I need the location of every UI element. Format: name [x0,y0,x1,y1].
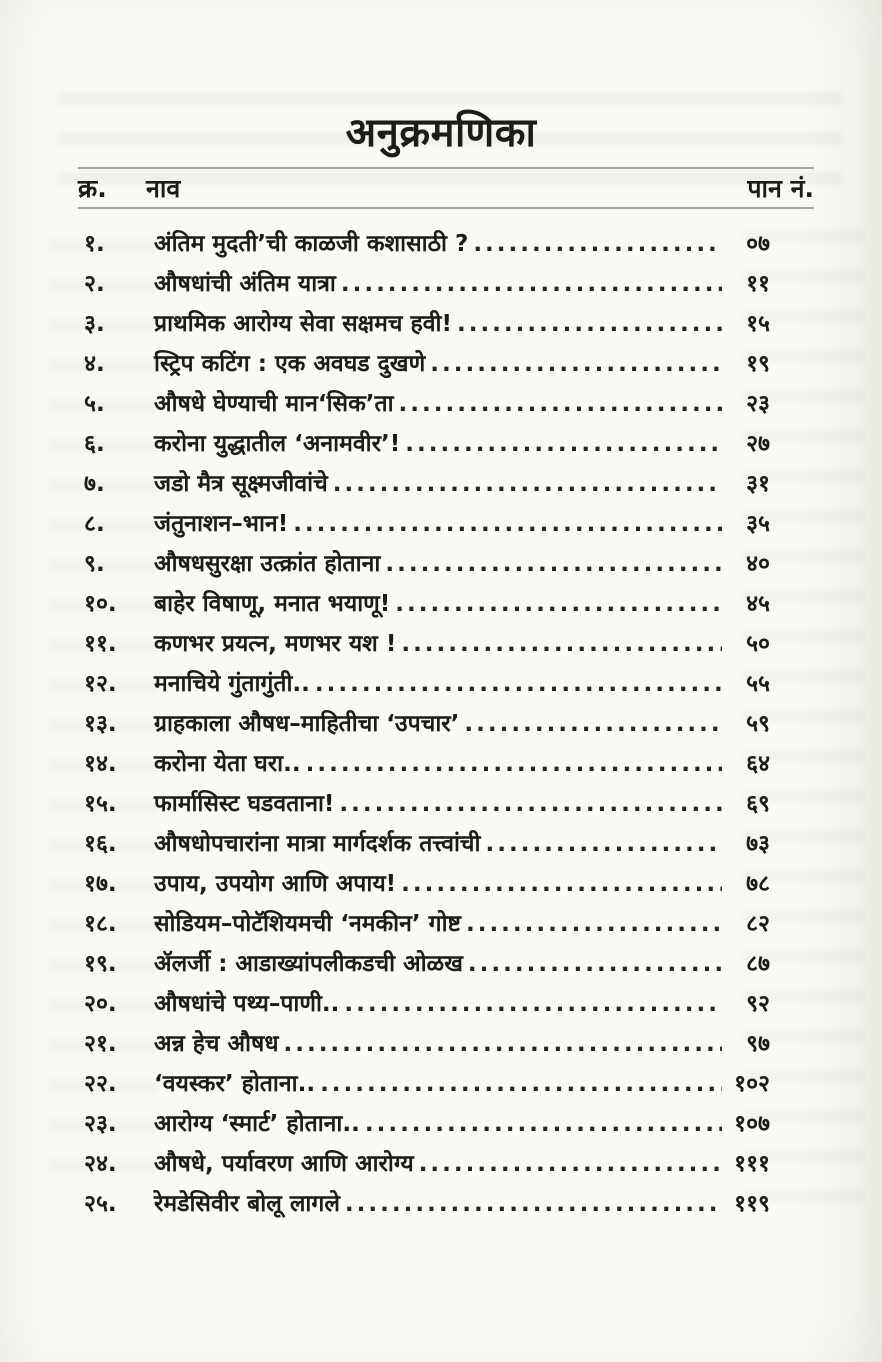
toc-row [84,1144,770,1184]
dot-leader [336,264,722,304]
toc-row-number: ४. [84,351,105,377]
toc-row-number: १५. [84,791,117,817]
toc-row-number: १४. [84,751,117,777]
toc-header-page-no: पान नं. [747,174,814,203]
toc-row-number: ७. [84,471,105,497]
dot-leader [340,1184,722,1224]
toc-row [84,904,770,944]
toc-row-page: २७ [746,431,770,457]
toc-row-title: औषधांचे पथ्य–पाणी.. [154,991,340,1017]
toc-row [84,464,770,504]
toc-row-page: ३५ [746,511,770,537]
toc-row [84,784,770,824]
toc-row-number: ५. [84,391,105,417]
dot-leader [288,504,722,544]
dot-leader [459,704,722,744]
toc-row-title: अंतिम मुदती’ची काळजी कशासाठी ? [154,231,469,257]
toc-row-title: मनाचिये गुंतागुंती.. [154,671,310,697]
page-title: अनुक्रमणिका [345,109,537,156]
toc-row-number: ९. [84,551,105,577]
toc-row-number: १३. [84,711,117,737]
dot-leader [301,744,722,784]
toc-row-number: ११. [84,631,117,657]
dot-leader [468,224,722,264]
toc-row-title: ग्राहकाला औषध–माहितीचा ‘उपचार’ [154,711,460,737]
toc-row [84,984,770,1024]
toc-row-title: जडो मैत्र सूक्ष्मजीवांचे [154,471,328,497]
toc-row-title: कणभर प्रयत्न, मणभर यश ! [154,631,397,657]
toc-row [84,824,770,864]
dot-leader [278,1024,722,1064]
toc-row-title: औषधसुरक्षा उत्क्रांत होताना [154,551,381,577]
toc-row-title: औषधोपचारांना मात्रा मार्गदर्शक तत्त्वांची [154,831,481,857]
toc-row-page: ११९ [734,1191,770,1217]
toc-row-page: १९ [746,351,770,377]
toc-row-page: ६४ [746,751,770,777]
dot-leader [334,784,722,824]
toc-row [84,1024,770,1064]
toc-row-page: ३१ [746,471,770,497]
toc-row [84,224,770,264]
toc-row-number: ३. [84,311,105,337]
dot-leader [414,1144,722,1184]
toc-row-title: ॲलर्जी : आडाख्यांपलीकडची ओळख [154,951,463,977]
toc-row-title: बाहेर विषाणू, मनात भयाणू! [154,591,391,617]
toc-row-title: सोडियम–पोटॅशियमची ‘नमकीन’ गोष्ट [154,911,461,937]
toc-row-page: ८७ [746,951,770,977]
toc-row-number: ६. [84,431,105,457]
dot-leader [463,944,722,984]
toc-row [84,664,770,704]
toc-row-title: करोना युद्धातील ‘अनामवीर’! [154,431,401,457]
toc-row-title: फार्मासिस्ट घडवताना! [154,791,335,817]
toc-row-page: १०२ [734,1071,770,1097]
dot-leader [328,464,722,504]
dot-leader [380,544,722,584]
toc-row-number: १९. [84,951,117,977]
dot-leader [360,1104,722,1144]
dot-leader [400,424,722,464]
toc-row-page: २३ [746,391,770,417]
toc-row-number: १०. [84,591,117,617]
toc-row-page: ११ [746,271,770,297]
toc-row-title: स्ट्रिप कटिंग : एक अवघड दुखणे [154,351,426,377]
toc-row-title: ‘वयस्कर’ होताना.. [154,1071,316,1097]
toc-row [84,584,770,624]
toc-row-page: ६९ [746,791,770,817]
dot-leader [396,864,722,904]
toc-row-title: औषधांची अंतिम यात्रा [154,271,336,297]
toc-header-name: नाव [146,174,181,203]
toc-row [84,704,770,744]
toc-row [84,264,770,304]
toc-row-title: आरोग्य ‘स्मार्ट’ होताना.. [154,1111,360,1137]
toc-row-page: १५ [746,311,770,337]
dot-leader [310,664,722,704]
toc-row-number: २१. [84,1031,117,1057]
toc-row-number: १. [84,231,105,257]
toc-row [84,744,770,784]
toc-header-row [78,167,814,209]
toc-row-page: ५० [746,631,770,657]
toc-row [84,944,770,984]
toc-row [84,1184,770,1224]
dot-leader [339,984,722,1024]
toc-row-title: अन्न हेच औषध [154,1031,279,1057]
toc-row-number: १२. [84,671,117,697]
toc-row-number: १७. [84,871,117,897]
toc-row-page: ७३ [746,831,770,857]
toc-row [84,624,770,664]
dot-leader [452,304,722,344]
toc-row [84,1104,770,1144]
toc-row-page: १११ [734,1151,770,1177]
toc-row-title: जंतुनाशन–भान! [154,511,289,537]
toc-row-number: २०. [84,991,117,1017]
toc-row [84,1064,770,1104]
toc-row-page: १०७ [734,1111,770,1137]
toc-row [84,344,770,384]
toc-row-page: ५५ [746,671,770,697]
toc-row-page: ४५ [746,591,770,617]
toc-row [84,544,770,584]
toc-row-title: उपाय, उपयोग आणि अपाय! [154,871,397,897]
toc-row [84,304,770,344]
toc-list [84,224,770,1224]
dot-leader [390,584,722,624]
toc-row-number: १६. [84,831,117,857]
dot-leader [481,824,723,864]
toc-row [84,424,770,464]
toc-row-number: २३. [84,1111,117,1137]
toc-row-number: ८. [84,511,105,537]
toc-header-serial: क्र. [78,174,107,203]
toc-row-page: ५९ [746,711,770,737]
toc-row-number: १८. [84,911,117,937]
toc-row-number: २. [84,271,105,297]
toc-row-page: ०७ [746,231,770,257]
toc-row-number: २५. [84,1191,117,1217]
toc-row-page: ९७ [746,1031,770,1057]
dot-leader [425,344,722,384]
dot-leader [394,384,722,424]
dot-leader [461,904,722,944]
toc-row-page: ९२ [746,991,770,1017]
dot-leader [396,624,722,664]
toc-row [84,864,770,904]
dot-leader [315,1064,722,1104]
toc-row-number: २२. [84,1071,117,1097]
toc-row-title: औषधे, पर्यावरण आणि आरोग्य [154,1151,414,1177]
toc-row [84,504,770,544]
toc-row-page: ८२ [746,911,770,937]
toc-row-title: रेमडेसिवीर बोलू लागले [154,1191,340,1217]
toc-row-title: करोना येता घरा.. [154,751,301,777]
toc-row-number: २४. [84,1151,117,1177]
toc-row-page: ७८ [746,871,770,897]
toc-row [84,384,770,424]
toc-row-page: ४० [746,551,770,577]
toc-row-title: औषधे घेण्याची मान‘सिक’ता [154,391,394,417]
toc-row-title: प्राथमिक आरोग्य सेवा सक्षमच हवी! [154,311,452,337]
